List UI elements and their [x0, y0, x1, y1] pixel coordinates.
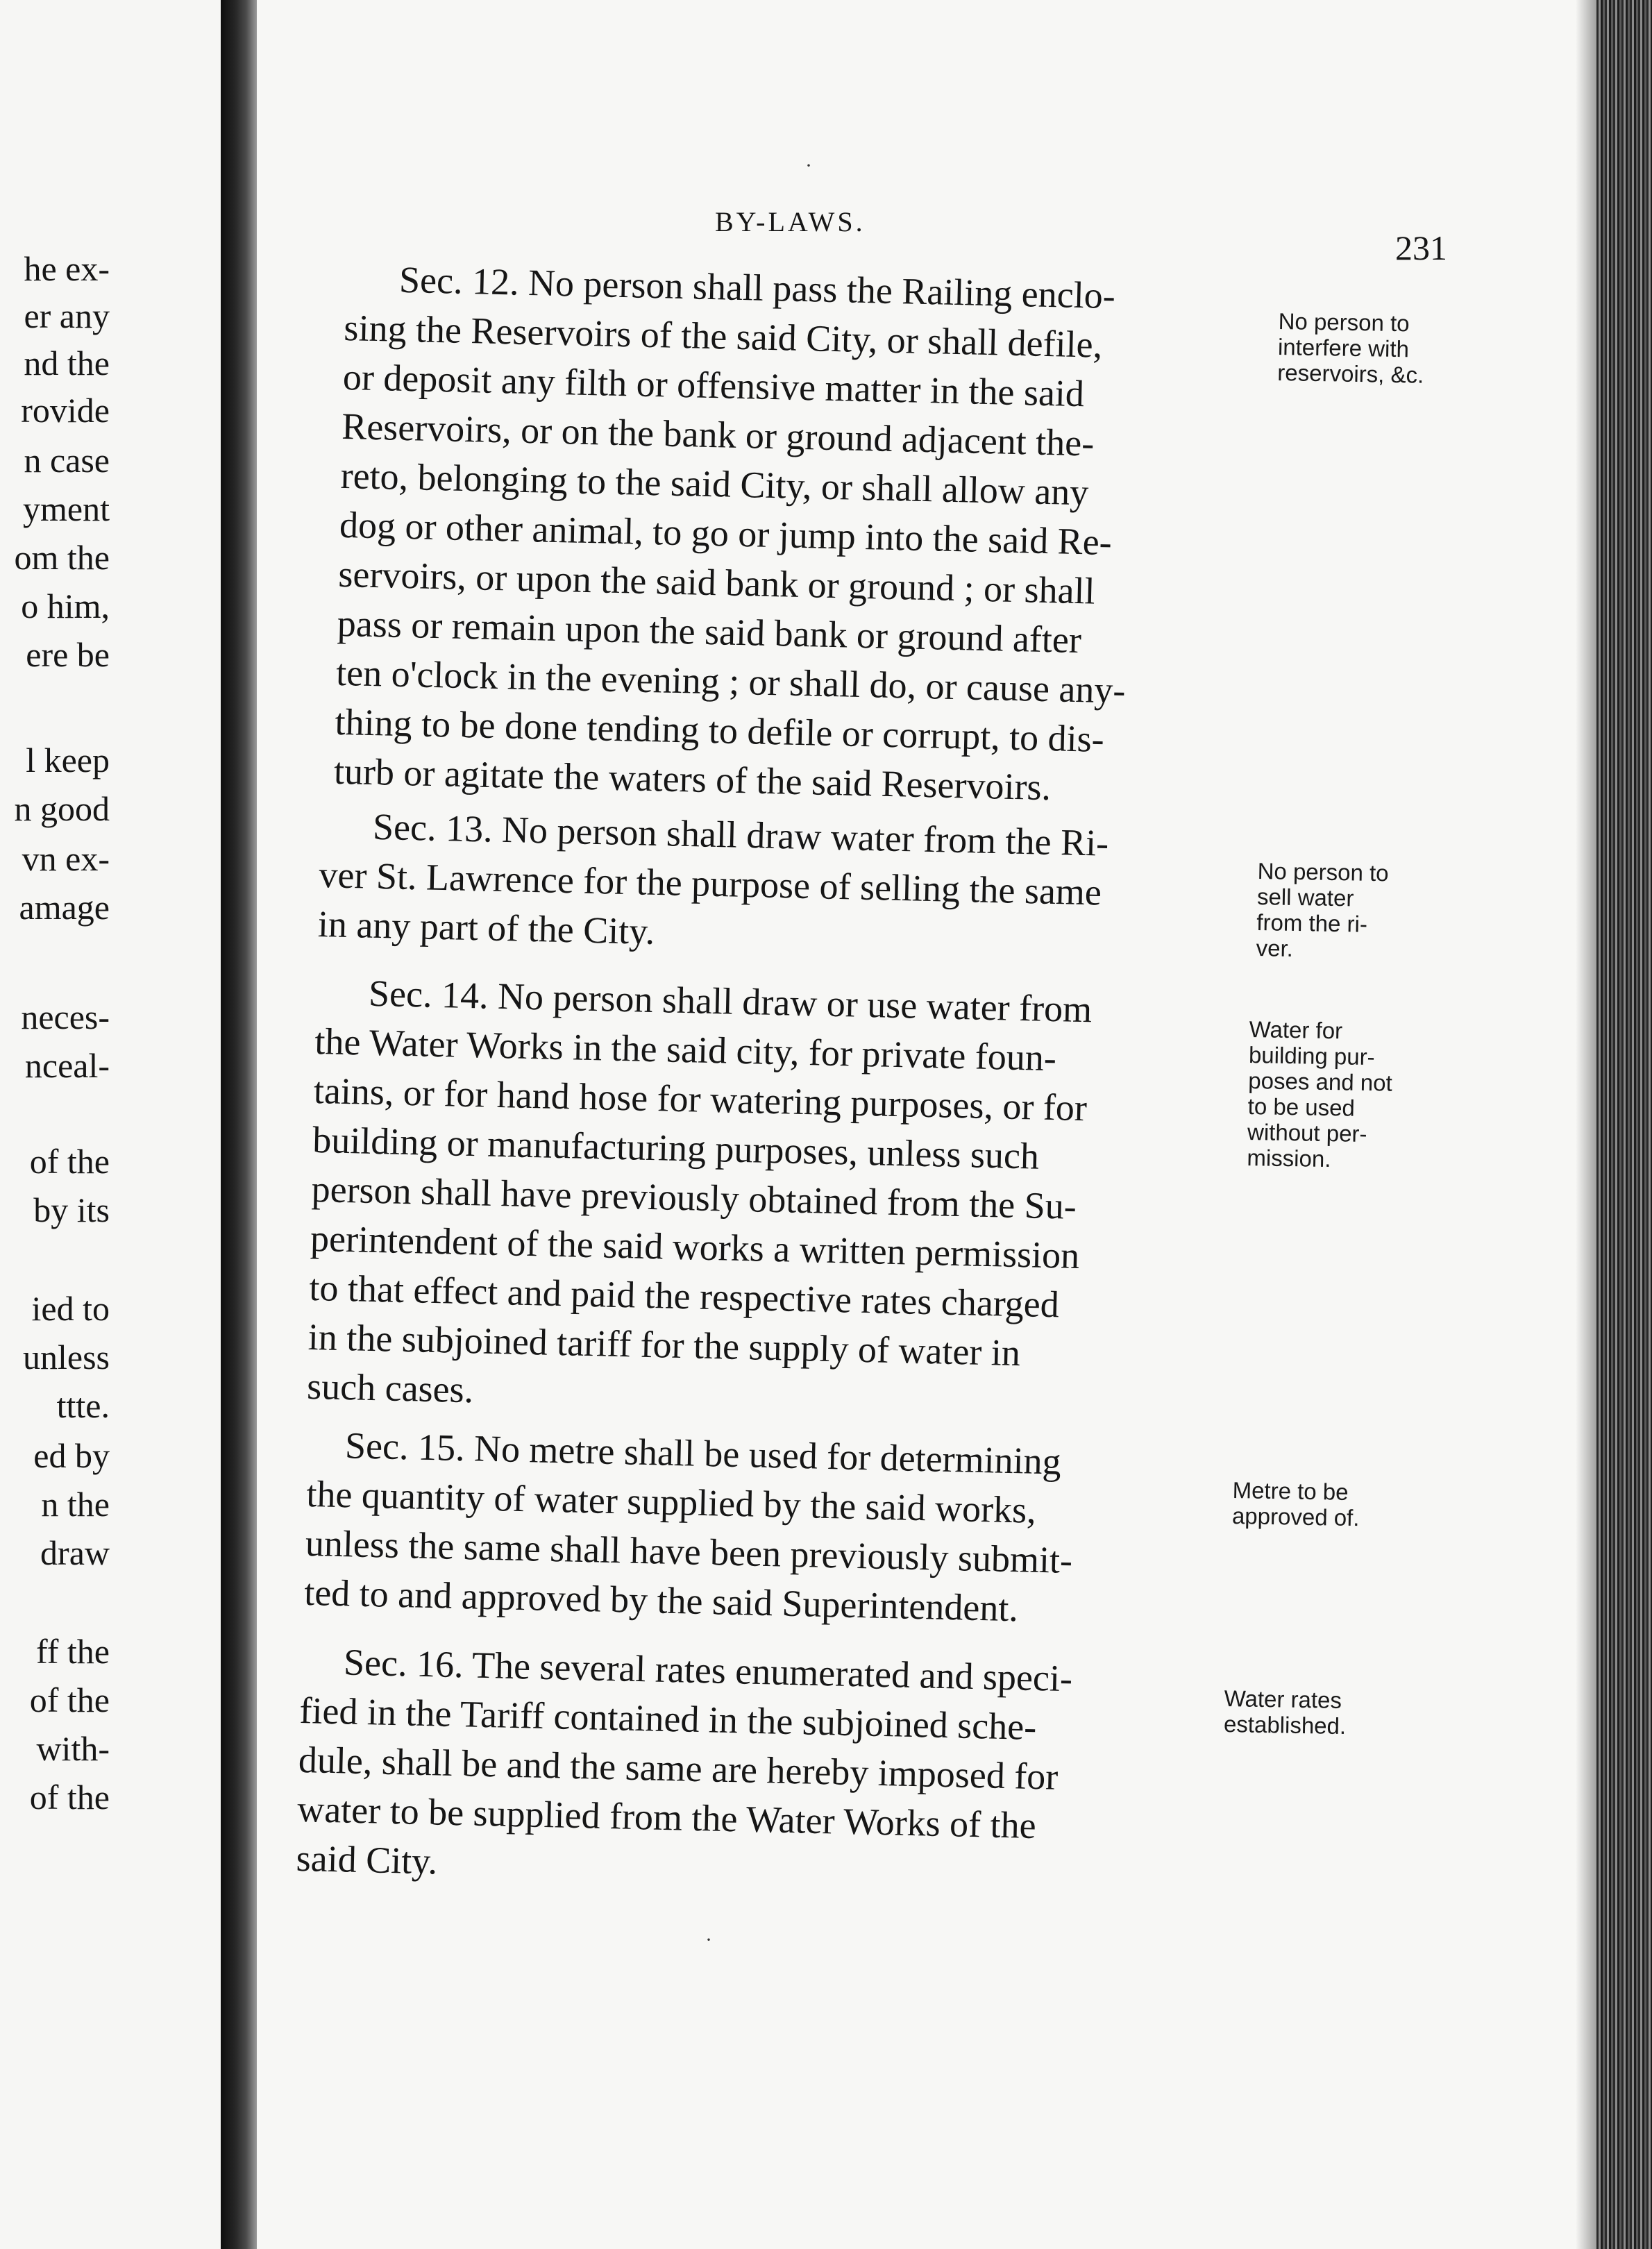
page-number: 231 [1395, 228, 1447, 267]
margin-note-line: interfere with [1277, 333, 1410, 362]
section-line: Reservoirs, or on the bank or ground adjacent the- [341, 405, 1095, 464]
section-line: perintendent of the said works a written permission [310, 1217, 1080, 1277]
section-line: sing the Reservoirs of the said City, or shall defile, [343, 306, 1103, 366]
section-line: dule, shall be and the same are hereby imposed for [298, 1738, 1059, 1798]
margin-note-line: ver. [1256, 934, 1294, 961]
section-line: turb or agitate the waters of the said Reservoirs. [333, 750, 1052, 809]
left-page-line: o him, [21, 587, 110, 625]
margin-note-line: without per- [1247, 1118, 1367, 1147]
section-line: thing to be done tending to defile or corrupt, to dis- [335, 700, 1105, 760]
margin-note-line: Water rates [1224, 1685, 1342, 1713]
left-page-line: er any [24, 296, 110, 335]
page-stack-edge [1596, 0, 1652, 2249]
margin-note-sec-16 [1224, 1685, 1347, 1739]
left-page-line: n case [24, 441, 110, 480]
margin-note-line: to be used [1247, 1093, 1356, 1121]
section-line: water to be supplied from the Water Works of the [296, 1787, 1037, 1847]
section-line: said City. [296, 1837, 438, 1882]
section-line: person shall have previously obtained from the Su- [311, 1168, 1077, 1227]
section-line: fied in the Tariff contained in the subjoined sche- [298, 1689, 1037, 1749]
left-page-line: draw [40, 1533, 110, 1572]
left-page-line: ed by [33, 1436, 110, 1475]
left-page-line: rovide [21, 391, 110, 430]
margin-note-line: poses and not [1248, 1067, 1393, 1096]
left-page-line: by its [33, 1190, 110, 1229]
section-line: or deposit any filth or offensive matter in the said [342, 355, 1085, 415]
section-line: to that effect and paid the respective rates charged [308, 1266, 1060, 1326]
section-line: Sec. 13. No person shall draw water from the Ri- [372, 805, 1109, 864]
margin-note-sec-15 [1232, 1477, 1360, 1531]
left-page-line: neces- [21, 997, 110, 1036]
margin-note-line: approved of. [1231, 1502, 1360, 1531]
section-12 [333, 254, 1135, 814]
left-page-line: n good [14, 789, 110, 828]
margin-note-line: reservoirs, &c. [1277, 359, 1424, 388]
section-line: such cases. [306, 1365, 474, 1411]
margin-note-line: Metre to be [1232, 1477, 1349, 1505]
section-line: the quantity of water supplied by the said works, [305, 1472, 1037, 1531]
section-line: Sec. 16. The several rates enumerated and speci- [343, 1641, 1073, 1700]
left-page-line: nceal- [24, 1046, 110, 1085]
section-15 [304, 1420, 1075, 1635]
section-line: unless the same shall have been previously submit- [305, 1522, 1073, 1582]
margin-note-line: sell water [1256, 883, 1354, 911]
section-line: building or manufacturing purposes, unless such [312, 1118, 1040, 1177]
margin-note-sec-13 [1256, 858, 1389, 963]
margin-note-line: mission. [1247, 1144, 1331, 1172]
book-gutter [221, 0, 257, 2249]
left-page-line: n the [41, 1485, 110, 1524]
left-page-line: nd the [24, 344, 110, 382]
left-page-line: vn ex- [22, 839, 110, 878]
margin-note-line: Water for [1249, 1016, 1343, 1044]
section-line: ted to and approved by the said Superintendent. [303, 1571, 1019, 1630]
margin-note-line: building pur- [1248, 1041, 1375, 1070]
left-page-line: he ex- [24, 249, 110, 288]
section-line: reto, belonging to the said City, or shall allow any [340, 454, 1089, 514]
left-page-line: yment [23, 489, 110, 528]
section-14 [307, 968, 1093, 1429]
left-page-line: unless [23, 1338, 110, 1376]
left-page-line: l keep [26, 741, 110, 780]
left-page-line: ttte. [56, 1386, 110, 1425]
section-16 [296, 1637, 1073, 1901]
section-line: in any part of the City. [317, 902, 655, 952]
section-line: in the subjoined tariff for the supply of water in [307, 1315, 1021, 1374]
section-line: Sec. 15. No metre shall be used for determining [344, 1424, 1062, 1483]
left-page-line: ere be [26, 635, 110, 674]
print-speck: · [705, 1928, 712, 1951]
section-13 [317, 801, 1109, 967]
left-page-line: of the [29, 1778, 110, 1817]
section-line: ten o'clock in the evening ; or shall do, or cause any- [335, 651, 1127, 711]
section-line: servoirs, or upon the said bank or ground ; or shall [337, 553, 1096, 612]
margin-note-sec-14 [1247, 1016, 1393, 1173]
section-line: ver St. Lawrence for the purpose of selling the same [318, 853, 1102, 913]
section-line: Sec. 12. No person shall pass the Railing enclo- [398, 258, 1116, 317]
left-page-line: amage [19, 888, 110, 927]
margin-note-line: No person to [1257, 858, 1389, 886]
left-page-line: ied to [31, 1289, 110, 1328]
section-line: Sec. 14. No person shall draw or use water from [368, 972, 1093, 1031]
section-line: the Water Works in the said city, for private foun- [314, 1020, 1057, 1079]
print-speck: · [805, 154, 812, 177]
margin-note-sec-12 [1277, 308, 1425, 388]
page-edge-shadow [1576, 0, 1596, 2249]
section-line: pass or remain upon the said bank or ground after [337, 602, 1082, 662]
margin-note-line: No person to [1278, 308, 1410, 337]
section-line: dog or other animal, to go or jump into the said Re- [339, 503, 1113, 564]
section-line: tains, or for hand hose for watering purposes, or for [313, 1069, 1088, 1129]
margin-note-line: from the ri- [1256, 909, 1368, 937]
left-page-line: of the [29, 1142, 110, 1181]
previous-page-fragment [0, 0, 221, 2249]
left-page-line: om the [14, 538, 110, 577]
left-page-line: with- [36, 1729, 110, 1768]
running-head: BY-LAWS. [715, 206, 866, 237]
left-page-line: of the [29, 1681, 110, 1719]
left-page-line: ff the [36, 1632, 110, 1671]
margin-note-line: established. [1223, 1710, 1347, 1740]
